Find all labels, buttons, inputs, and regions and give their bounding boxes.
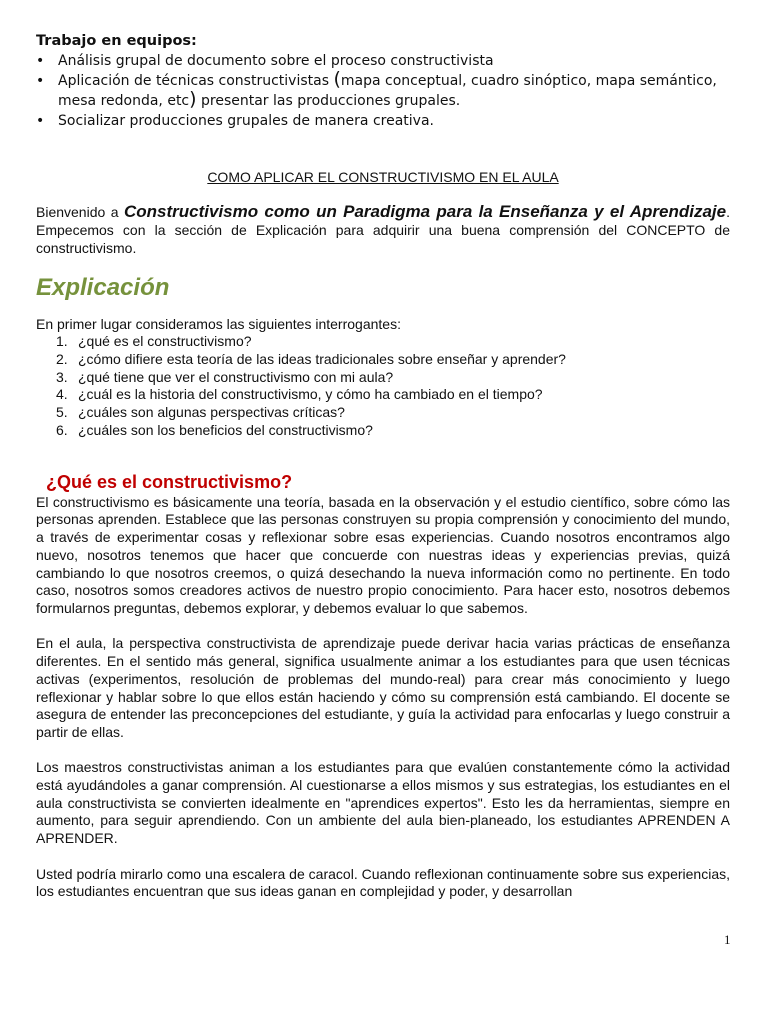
- questions-lead: En primer lugar consideramos las siguientes interrogantes:: [36, 316, 401, 332]
- list-item: • Socializar producciones grupales de manera creativa.: [36, 113, 434, 129]
- explicacion-heading: Explicación: [36, 274, 170, 301]
- team-work-list: [36, 51, 730, 131]
- bullet-icon: •: [36, 53, 45, 69]
- list-item: • Análisis grupal de documento sobre el proceso constructivista: [36, 53, 494, 69]
- list-item: • Aplicación de técnicas constructivistas (mapa conceptual, cuadro sinóptico, mapa semántico, mesa redonda, etc) presentar las producciones grupales.: [36, 68, 717, 110]
- body-paragraph: Usted podría mirarlo como una escalera de caracol. Cuando reflexionan continuamente sobre sus experiencias, los estudiantes encuentran que sus ideas ganan en complejidad y poder, y desarrollan: [36, 865, 730, 900]
- list-item: 1. ¿qué es el constructivismo?: [56, 333, 252, 349]
- list-item: 6. ¿cuáles son los beneficios del constructivismo?: [56, 421, 373, 438]
- paradigm-title: Constructivismo como un Paradigma para la Enseñanza y el Aprendizaje: [124, 202, 727, 221]
- section-title: COMO APLICAR EL CONSTRUCTIVISMO EN EL AULA: [207, 169, 559, 185]
- bullet-icon: •: [36, 113, 45, 129]
- list-item: 5. ¿cuáles son algunas perspectivas críticas?: [56, 404, 345, 421]
- bullet-icon: •: [36, 73, 45, 89]
- intro-paragraph: Bienvenido a Constructivismo como un Paradigma para la Enseñanza y el Aprendizaje. Empecemos con la sección de Explicación para adquirir una buena comprensión del CONCEPTO de constructivismo.: [36, 202, 730, 256]
- body-paragraph: El constructivismo es básicamente una teoría, basada en la observación y el estudio científico, sobre cómo las personas aprenden. Establece que las personas construyen su propia comprensión y conocimiento del mundo, a través de experimentar cosas y reflexionar sobre esas experiencias. Cuando nosotros encontramos algo nuevo, nosotros tenemos que hacer que concuerde con nuestras ideas y experiencias previas, quizá cambiando lo que nosotros creemos, o quizá desechando la nueva información como no pertinente. En todo caso, nosotros somos creadores activos de nuestro propio conocimiento. Para hacer esto, nosotros debemos formularnos preguntas, debemos explorar, y debemos evaluar lo que sabemos.: [36, 493, 730, 616]
- questions-list: [36, 333, 730, 440]
- team-work-title: Trabajo en equipos:: [36, 33, 197, 49]
- page-number: 1: [724, 932, 731, 947]
- body-paragraph: En el aula, la perspectiva constructivista de aprendizaje puede derivar hacia varias prácticas de enseñanza diferentes. En el sentido más general, significa usualmente animar a los estudiantes para que usen técnicas activas (experimentos, resolución de problemas del mundo-real) para crear más conocimiento y luego reflexionar y hablar sobre lo que ellos están haciendo y cómo su comprensión está cambiando. El docente se asegura de entender las preconcepciones del estudiante, y guía la actividad para enfocarlas y luego construir a partir de ellas.: [36, 635, 730, 740]
- list-item: 4. ¿cuál es la historia del constructivismo, y cómo ha cambiado en el tiempo?: [56, 386, 543, 403]
- body-paragraph: Los maestros constructivistas animan a los estudiantes para que evalúen constantemente cómo la actividad está ayudándoles a ganar comprensión. Al cuestionarse a ellos mismos y sus estrategias, los estudiantes en el aula constructivista se convierten idealmente en "aprendices expertos". Esto les da herramientas, siempre en aumento, para seguir aprendiendo. Con un ambiente del aula bien-planeado, los estudiantes APRENDEN A APRENDER.: [36, 759, 730, 847]
- document-page: [36, 32, 730, 901]
- list-item: 2. ¿cómo difiere esta teoría de las ideas tradicionales sobre enseñar y aprender?: [56, 350, 566, 367]
- list-item: 3. ¿qué tiene que ver el constructivismo con mi aula?: [56, 368, 394, 385]
- que-es-heading: ¿Qué es el constructivismo?: [46, 471, 293, 492]
